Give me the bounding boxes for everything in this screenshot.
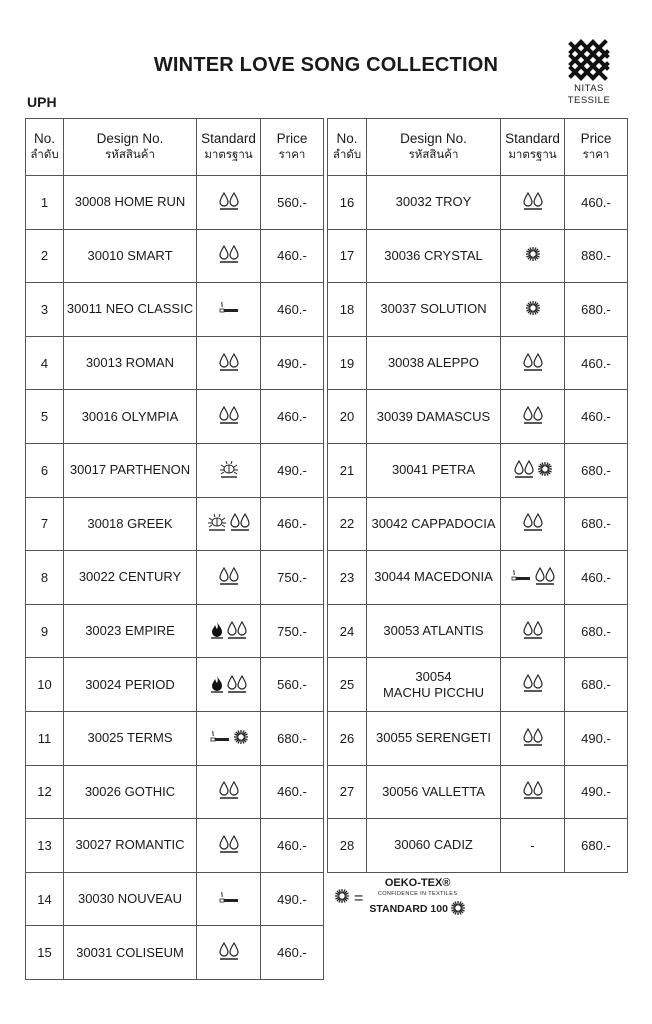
cigarette-icon: [218, 888, 240, 908]
water-drops-icon: [229, 512, 251, 532]
oeko-tex-icon: [537, 461, 553, 477]
price: 560.-: [261, 658, 324, 712]
price: 880.-: [565, 229, 628, 283]
row-number: 6: [26, 443, 64, 497]
row-number: 12: [26, 765, 64, 819]
standard-icons: [501, 390, 565, 444]
price: 680.-: [565, 497, 628, 551]
header-price: Price ราคา: [261, 119, 324, 176]
row-number: 28: [328, 819, 367, 873]
water-drops-icon: [522, 780, 544, 800]
water-drops-icon: [218, 191, 240, 211]
table-row: [328, 176, 628, 230]
price: 680.-: [261, 711, 324, 765]
woven-logo-icon: [567, 38, 611, 82]
row-number: 22: [328, 497, 367, 551]
flame-icon: [210, 675, 224, 693]
row-number: 16: [328, 176, 367, 230]
price: 460.-: [565, 176, 628, 230]
design-number: 30041 PETRA: [367, 443, 501, 497]
header-no: No. ลำดับ: [26, 119, 64, 176]
standard-icons: [197, 872, 261, 926]
standard-icons: [501, 819, 565, 873]
table-row: [328, 551, 628, 605]
row-number: 23: [328, 551, 367, 605]
standard-icons: [501, 229, 565, 283]
row-number: 14: [26, 872, 64, 926]
water-drops-icon: [218, 244, 240, 264]
table-row: [26, 336, 324, 390]
table-row: [26, 711, 324, 765]
design-number: 30037 SOLUTION: [367, 283, 501, 337]
standard-icons: [197, 336, 261, 390]
row-number: 15: [26, 926, 64, 980]
header-no: No. ลำดับ: [328, 119, 367, 176]
standard-icons: [197, 819, 261, 873]
row-number: 11: [26, 711, 64, 765]
design-number: 30055 SERENGETI: [367, 711, 501, 765]
standard-icons: [501, 765, 565, 819]
row-number: 3: [26, 283, 64, 337]
table-row: [26, 443, 324, 497]
price: 750.-: [261, 604, 324, 658]
oeko-tex-icon: [525, 246, 541, 262]
table-header-row: [26, 119, 324, 176]
water-drops-icon: [218, 780, 240, 800]
table-row: [328, 336, 628, 390]
price: 560.-: [261, 176, 324, 230]
price: 460.-: [261, 497, 324, 551]
table-row: [26, 604, 324, 658]
design-number: 30060 CADIZ: [367, 819, 501, 873]
design-number: 30013 ROMAN: [64, 336, 197, 390]
row-number: 25: [328, 658, 367, 712]
water-drops-icon: [534, 566, 556, 586]
price: 490.-: [261, 336, 324, 390]
oeko-tex-icon: [525, 300, 541, 316]
design-number: 30053 ATLANTIS: [367, 604, 501, 658]
page-title: WINTER LOVE SONG COLLECTION: [153, 54, 499, 76]
table-row: [26, 765, 324, 819]
row-number: 9: [26, 604, 64, 658]
design-number: 30023 EMPIRE: [64, 604, 197, 658]
water-drops-icon: [522, 620, 544, 640]
water-drops-icon: [522, 727, 544, 747]
price: 490.-: [565, 765, 628, 819]
design-number: 30026 GOTHIC: [64, 765, 197, 819]
standard-icons: [197, 283, 261, 337]
design-number: 30010 SMART: [64, 229, 197, 283]
price: 750.-: [261, 551, 324, 605]
standard-icons: [197, 765, 261, 819]
cigarette-icon: [218, 298, 240, 318]
standard-icons: [197, 176, 261, 230]
bug-icon: [207, 512, 227, 532]
row-number: 18: [328, 283, 367, 337]
standard-icons: [197, 551, 261, 605]
left-price-table: [25, 118, 324, 980]
table-row: [26, 176, 324, 230]
table-row: [328, 390, 628, 444]
standard-icons: [501, 283, 565, 337]
price: 460.-: [261, 229, 324, 283]
design-number: 30011 NEO CLASSIC: [64, 283, 197, 337]
table-row: [26, 390, 324, 444]
header-design: Design No. รหัสสินค้า: [367, 119, 501, 176]
price: 460.-: [261, 283, 324, 337]
price: 460.-: [261, 765, 324, 819]
standard-icons: [501, 336, 565, 390]
price: 460.-: [565, 390, 628, 444]
standard-dash: -: [530, 837, 535, 853]
section-label: UPH: [27, 94, 57, 110]
header-standard: Standard มาตรฐาน: [197, 119, 261, 176]
water-drops-icon: [218, 566, 240, 586]
right-price-table: [327, 118, 628, 873]
row-number: 21: [328, 443, 367, 497]
standard-icons: [501, 176, 565, 230]
design-number: 30016 OLYMPIA: [64, 390, 197, 444]
header-standard: Standard มาตรฐาน: [501, 119, 565, 176]
table-header-row: [328, 119, 628, 176]
table-row: [26, 658, 324, 712]
design-number: 30042 CAPPADOCIA: [367, 497, 501, 551]
standard-icons: [197, 229, 261, 283]
water-drops-icon: [218, 352, 240, 372]
price: 460.-: [261, 819, 324, 873]
design-number: 30017 PARTHENON: [64, 443, 197, 497]
water-drops-icon: [218, 834, 240, 854]
price: 680.-: [565, 283, 628, 337]
design-number: 30036 CRYSTAL: [367, 229, 501, 283]
design-number: 30030 NOUVEAU: [64, 872, 197, 926]
price: 680.-: [565, 443, 628, 497]
cigarette-icon: [209, 727, 231, 747]
water-drops-icon: [522, 673, 544, 693]
standard-icons: [501, 658, 565, 712]
row-number: 1: [26, 176, 64, 230]
design-number: 30027 ROMANTIC: [64, 819, 197, 873]
price: 490.-: [565, 711, 628, 765]
table-row: [328, 658, 628, 712]
price: 460.-: [261, 390, 324, 444]
brand-logo: [562, 38, 616, 106]
design-number: 30018 GREEK: [64, 497, 197, 551]
table-row: [328, 283, 628, 337]
row-number: 4: [26, 336, 64, 390]
price: 490.-: [261, 872, 324, 926]
price: 680.-: [565, 658, 628, 712]
row-number: 13: [26, 819, 64, 873]
water-drops-icon: [522, 405, 544, 425]
price: 680.-: [565, 819, 628, 873]
table-row: [328, 765, 628, 819]
water-drops-icon: [522, 512, 544, 532]
water-drops-icon: [218, 405, 240, 425]
standard-icons: [501, 443, 565, 497]
header-design: Design No. รหัสสินค้า: [64, 119, 197, 176]
brand-name-line2: TESSILE: [567, 95, 611, 106]
table-row: [328, 604, 628, 658]
header-price: Price ราคา: [565, 119, 628, 176]
oeko-tex-icon: [233, 729, 249, 745]
row-number: 8: [26, 551, 64, 605]
bug-icon: [219, 459, 239, 479]
standard-icons: [197, 390, 261, 444]
water-drops-icon: [513, 459, 535, 479]
flame-icon: [210, 621, 224, 639]
table-row: [26, 872, 324, 926]
row-number: 26: [328, 711, 367, 765]
row-number: 17: [328, 229, 367, 283]
water-drops-icon: [522, 352, 544, 372]
row-number: 2: [26, 229, 64, 283]
design-number: 30024 PERIOD: [64, 658, 197, 712]
standard-icons: [197, 497, 261, 551]
table-row: [26, 819, 324, 873]
price: 460.-: [565, 551, 628, 605]
standard-icons: [501, 604, 565, 658]
water-drops-icon: [226, 620, 248, 640]
design-number: 30054 MACHU PICCHU: [367, 658, 501, 712]
oeko-tex-legend: [334, 878, 466, 919]
water-drops-icon: [218, 941, 240, 961]
design-number: 30025 TERMS: [64, 711, 197, 765]
row-number: 20: [328, 390, 367, 444]
row-number: 27: [328, 765, 367, 819]
standard-icons: [501, 497, 565, 551]
table-row: [328, 819, 628, 873]
design-number: 30008 HOME RUN: [64, 176, 197, 230]
standard-icons: [197, 658, 261, 712]
price: 460.-: [261, 926, 324, 980]
legend-equals: =: [354, 889, 364, 907]
table-row: [26, 497, 324, 551]
table-row: [26, 229, 324, 283]
table-row: [328, 497, 628, 551]
standard-icons: [197, 604, 261, 658]
design-number: 30022 CENTURY: [64, 551, 197, 605]
row-number: 10: [26, 658, 64, 712]
design-number: 30031 COLISEUM: [64, 926, 197, 980]
design-number: 30056 VALLETTA: [367, 765, 501, 819]
design-number: 30044 MACEDONIA: [367, 551, 501, 605]
water-drops-icon: [522, 191, 544, 211]
standard-icons: [501, 551, 565, 605]
table-row: [328, 229, 628, 283]
standard-icons: [197, 711, 261, 765]
design-number: 30039 DAMASCUS: [367, 390, 501, 444]
standard-icons: [501, 711, 565, 765]
standard-icons: [197, 443, 261, 497]
brand-name-line1: NITAS: [574, 83, 604, 94]
oeko-tex-icon: [334, 888, 350, 909]
table-row: [328, 443, 628, 497]
row-number: 19: [328, 336, 367, 390]
design-number: 30032 TROY: [367, 176, 501, 230]
price: 680.-: [565, 604, 628, 658]
standard-icons: [197, 926, 261, 980]
row-number: 24: [328, 604, 367, 658]
water-drops-icon: [226, 674, 248, 694]
row-number: 5: [26, 390, 64, 444]
table-row: [328, 711, 628, 765]
design-number: 30038 ALEPPO: [367, 336, 501, 390]
price: 460.-: [565, 336, 628, 390]
oeko-tex-label: OEKO-TEX® CONFIDENCE IN TEXTILES STANDARD 100: [369, 878, 466, 919]
cigarette-icon: [510, 566, 532, 586]
table-row: [26, 551, 324, 605]
table-row: [26, 926, 324, 980]
oeko-tex-icon: [450, 900, 466, 919]
table-row: [26, 283, 324, 337]
price: 490.-: [261, 443, 324, 497]
row-number: 7: [26, 497, 64, 551]
